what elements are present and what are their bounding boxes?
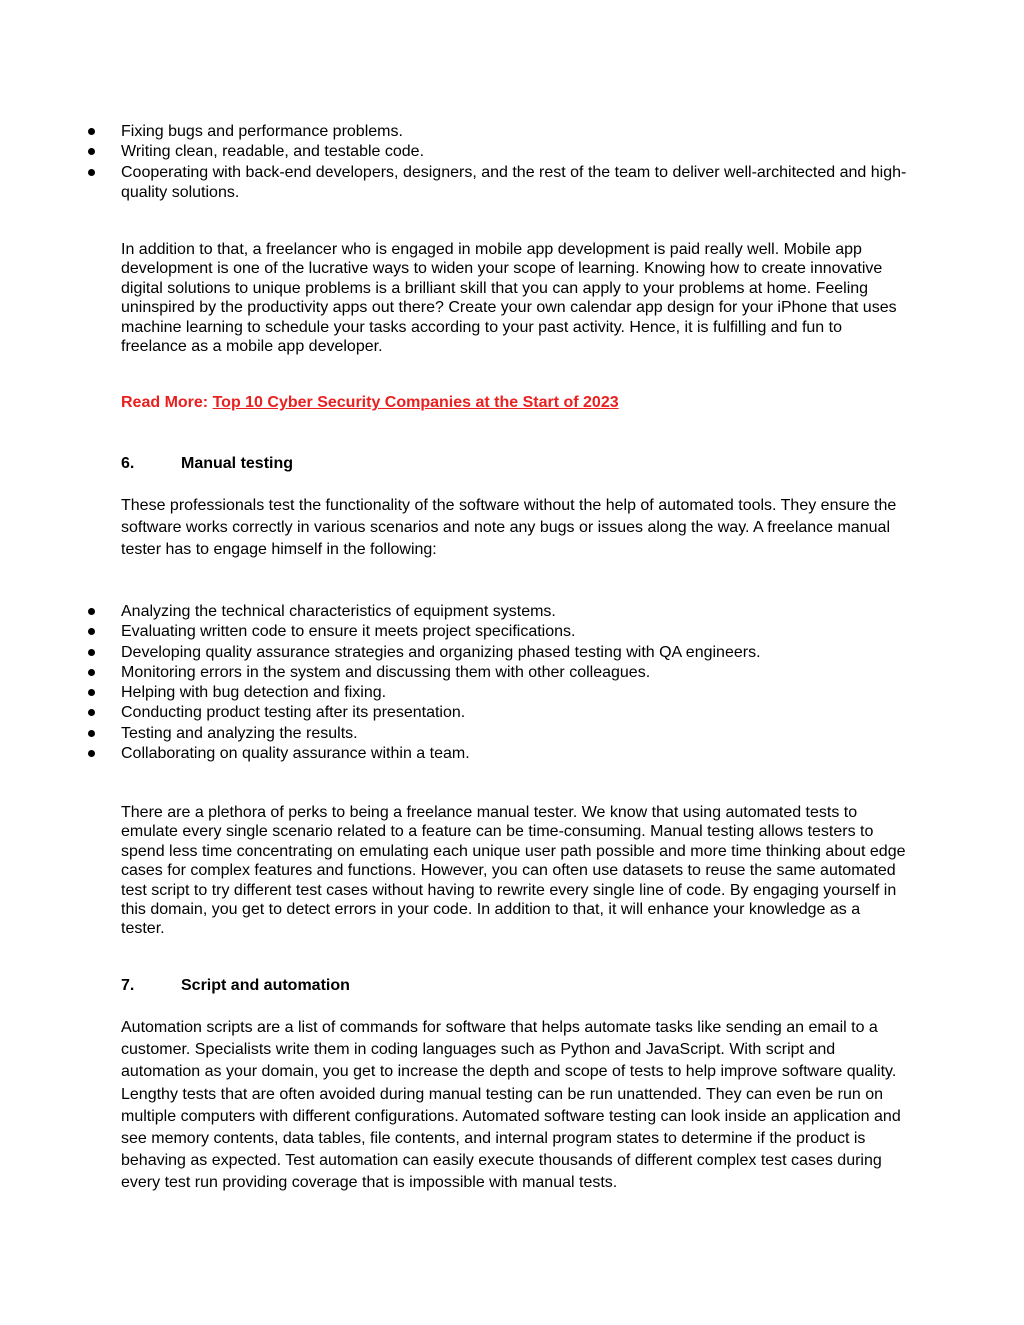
list-item-text: Testing and analyzing the results. bbox=[121, 724, 358, 742]
bullet-icon bbox=[88, 608, 95, 615]
read-more bbox=[121, 394, 907, 412]
top-bullet-list bbox=[0, 122, 910, 203]
list-item bbox=[0, 703, 910, 723]
list-item-text: Fixing bugs and performance problems. bbox=[121, 123, 403, 140]
list-item bbox=[0, 142, 910, 162]
list-item bbox=[0, 122, 910, 142]
list-item bbox=[0, 724, 910, 744]
bullet-icon bbox=[88, 730, 95, 737]
list-item bbox=[0, 163, 910, 204]
list-item-text: Analyzing the technical characteristics of equipment systems. bbox=[121, 603, 556, 620]
list-item-text: Collaborating on quality assurance within a team. bbox=[121, 745, 470, 763]
bullet-icon bbox=[88, 669, 95, 676]
section-6-number: 6. bbox=[121, 455, 135, 472]
list-item bbox=[0, 602, 910, 622]
section-6-perks-block bbox=[121, 803, 907, 939]
section-7-body: Automation scripts are a list of commands for software that helps automate tasks like sending an email to a customer. Specialists write them in coding languages such as Python and JavaScript. With script and automation as your domain, you get to increase the depth and scope of tests to help improve software quality. Lengthy tests that are often avoided during manual testing can be run unattended. They can even be run on multiple computers with different configurations. Automated software testing can look inside an application and see memory contents, data tables, file contents, and internal program states to determine if the product is behaving as expected. Test automation can easily execute thousands of different complex test cases during every test run providing coverage that is impossible with manual tests. bbox=[121, 1019, 901, 1192]
section-6-intro-block bbox=[121, 495, 907, 562]
list-item bbox=[0, 622, 910, 642]
list-item-text: Monitoring errors in the system and discussing them with other colleagues. bbox=[121, 663, 651, 681]
section-6-title: Manual testing bbox=[181, 455, 294, 472]
list-item-text: Helping with bug detection and fixing. bbox=[121, 684, 387, 702]
list-item-text: Cooperating with back-end developers, designers, and the rest of the team to deliver well-architected and high-quality solutions. bbox=[121, 163, 907, 201]
read-more-link[interactable]: Top 10 Cyber Security Companies at the Start of 2023 bbox=[212, 394, 619, 411]
mobile-dev-paragraph-block bbox=[121, 240, 907, 356]
list-item bbox=[0, 663, 910, 683]
bullet-icon bbox=[88, 169, 95, 176]
bullet-icon bbox=[88, 128, 95, 135]
section-6-heading bbox=[121, 455, 293, 473]
bullet-icon bbox=[88, 709, 95, 716]
list-item-text: Evaluating written code to ensure it meets project specifications. bbox=[121, 623, 576, 641]
section-7-title: Script and automation bbox=[181, 977, 350, 994]
bullet-icon bbox=[88, 628, 95, 635]
section-7-body-block bbox=[121, 1017, 907, 1195]
mobile-dev-paragraph: In addition to that, a freelancer who is engaged in mobile app development is paid really well. Mobile app development is one of the lucrative ways to widen your scope of learning. Knowing how to create innovative digital solutions to unique problems is a brilliant skill that you can apply to your problems at home. Feeling uninspired by the productivity apps out there? Create your own calendar app design for your iPhone that uses machine learning to schedule your tasks according to your past activity. Hence, it is fulfilling and fun to freelance as a mobile app developer. bbox=[121, 241, 897, 356]
section-7-number: 7. bbox=[121, 977, 135, 994]
bullet-icon bbox=[88, 750, 95, 757]
list-item bbox=[0, 744, 910, 764]
bullet-icon bbox=[88, 148, 95, 155]
section-6-bullet-list bbox=[0, 602, 910, 764]
list-item bbox=[0, 683, 910, 703]
list-item-text: Developing quality assurance strategies and organizing phased testing with QA engineers. bbox=[121, 643, 761, 661]
section-7-heading bbox=[121, 977, 350, 995]
list-item-text: Conducting product testing after its presentation. bbox=[121, 704, 466, 722]
list-item bbox=[0, 643, 910, 663]
bullet-icon bbox=[88, 649, 95, 656]
list-item-text: Writing clean, readable, and testable code. bbox=[121, 143, 425, 161]
read-more-label: Read More: bbox=[121, 394, 209, 411]
bullet-icon bbox=[88, 689, 95, 696]
section-6-intro: These professionals test the functionality of the software without the help of automated tools. They ensure the software works correctly in various scenarios and note any bugs or issues along the way. A freelance manual tester has to engage himself in the following: bbox=[121, 497, 897, 559]
section-6-perks: There are a plethora of perks to being a freelance manual tester. We know that using automated tests to emulate every single scenario related to a feature can be time-consuming. Manual testing allows testers to spend less time concentrating on emulating each unique user path possible and more time thinking about edge cases for complex features and functions. However, you can often use datasets to reuse the same automated test script to try different test cases without having to rewrite every single line of code. By engaging yourself in this domain, you get to detect errors in your code. In addition to that, it will enhance your knowledge as a tester. bbox=[121, 804, 906, 938]
